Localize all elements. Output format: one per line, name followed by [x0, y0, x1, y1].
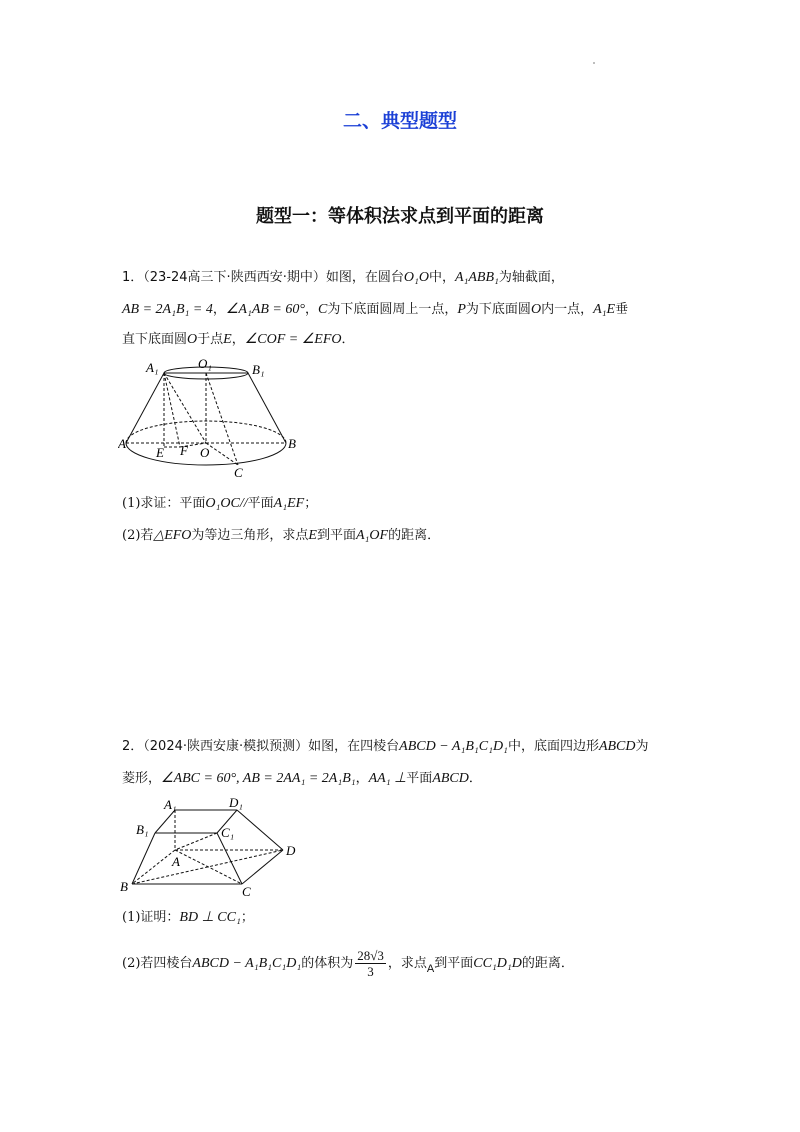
problem-number: 1． [122, 270, 144, 285]
text: ； [304, 496, 318, 511]
text: 为下底面圆 [465, 302, 531, 317]
edge-bb1 [132, 833, 155, 884]
problem-1-line-2 [122, 300, 692, 320]
math: ABCD [598, 739, 636, 754]
label-E: E [156, 445, 164, 460]
text: 中，底面四边形 [507, 739, 599, 754]
scan-dot [593, 62, 595, 64]
text: 到平面 [316, 528, 356, 543]
math: A₁EF [273, 496, 305, 511]
problem-2-question-2 [122, 945, 692, 988]
label-A: A [118, 436, 126, 451]
text: 直下底面圆 [122, 332, 188, 347]
text: ． [341, 332, 355, 347]
label-B1: B₁ [252, 362, 265, 377]
question-type-title: 题型一：等体积法求点到平面的距离 [256, 206, 544, 227]
volume-fraction [355, 948, 386, 979]
text: 中， [428, 270, 455, 285]
label-D1: D₁ [229, 795, 243, 810]
segment-a1f [164, 373, 180, 447]
label-A: A [172, 854, 180, 869]
fraction-denominator: 3 [367, 964, 374, 979]
generatrix-right [248, 373, 286, 443]
math: C [318, 302, 328, 317]
text: 菱形， [122, 771, 162, 786]
label-F: F [180, 443, 188, 458]
label-A1: A₁ [146, 360, 159, 375]
label-O1: O₁ [198, 356, 212, 371]
text: 的体积为 [301, 956, 354, 971]
math: A₁OF [356, 528, 389, 543]
problem-source: （2024·陕西安康·模拟预测） [143, 739, 309, 754]
math: E [308, 528, 317, 543]
math: A₁ABB₁ [454, 270, 499, 285]
label-O: O [200, 445, 210, 460]
text: ， [212, 302, 226, 317]
edge-a1b1 [155, 810, 175, 833]
problem-1-question-2 [122, 526, 692, 546]
text: ， [304, 302, 318, 317]
label-D: D [286, 843, 296, 858]
text: 到平面 [434, 956, 474, 971]
section-title: 二、典型题型 [342, 110, 457, 132]
frustum-pyramid-figure [118, 795, 318, 900]
segment-o1c [206, 373, 238, 465]
edge-cc1 [217, 833, 242, 884]
text: 平面 [406, 771, 433, 786]
point-label: A [426, 963, 435, 975]
label-C: C [234, 465, 243, 480]
math: △EFO [153, 528, 192, 543]
text: ， [355, 771, 369, 786]
text: 如图，在四棱台 [308, 739, 400, 754]
math: AA₁ ⊥ [368, 771, 407, 786]
math: O [530, 302, 542, 317]
text: 为轴截面， [498, 270, 564, 285]
math: CC₁D₁D [473, 956, 522, 971]
math: ABCD − A₁B₁C₁D₁ [399, 739, 508, 754]
text: 于点 [197, 332, 224, 347]
text: 的距离． [388, 528, 441, 543]
math: P [457, 302, 466, 317]
text: 如图，在圆台 [325, 270, 404, 285]
segment-oc [206, 443, 238, 465]
text: 的距离． [521, 956, 574, 971]
math: ∠COF = ∠EFO [244, 332, 342, 347]
problem-2-question-1 [122, 908, 692, 928]
label-A1: A₁ [164, 797, 177, 812]
math: A₁E [593, 302, 616, 317]
math: O [187, 332, 198, 347]
text: (2)若四棱台 [122, 956, 193, 971]
math: ABCD − A₁B₁C₁D₁ [192, 956, 302, 971]
label-C1: C₁ [221, 825, 235, 840]
problem-source: （23-24高三下·陕西西安·期中） [143, 270, 326, 285]
problem-2-line-1 [122, 737, 692, 757]
text: 为等边三角形，求点 [191, 528, 309, 543]
text: 平面 [247, 496, 274, 511]
text: 内一点， [541, 302, 594, 317]
frustum-figure [118, 355, 298, 480]
math: ABCD [432, 771, 469, 786]
text: ； [240, 910, 254, 925]
label-B: B [120, 879, 128, 894]
problem-1-line-1 [122, 268, 692, 288]
math: AB = 2A₁B₁ = 4 [122, 302, 213, 317]
generatrix-left [126, 373, 164, 443]
segment-a1o [164, 373, 206, 443]
text: 垂 [615, 302, 629, 317]
math: O₁OC// [205, 496, 248, 511]
text: (1)求证：平面 [122, 496, 206, 511]
fraction-numerator: 28√3 [357, 948, 384, 963]
text: ，求点 [387, 956, 427, 971]
label-B1: B₁ [136, 822, 149, 837]
edge-dd1 [237, 810, 283, 850]
segment-c1a [175, 833, 217, 850]
math: E [223, 332, 232, 347]
label-C: C [242, 884, 251, 899]
text: (2)若 [122, 528, 154, 543]
math: ∠ABC = 60°, AB = 2AA₁ = 2A₁B₁ [161, 771, 356, 786]
text: 为下底面圆周上一点， [327, 302, 458, 317]
edge-cd [242, 850, 283, 884]
problem-1-question-1 [122, 494, 692, 514]
problem-number: 2． [122, 739, 144, 754]
text: ． [468, 771, 482, 786]
math: BD ⊥ CC₁ [179, 910, 241, 925]
math: O₁O [403, 270, 429, 285]
problem-2-line-2 [122, 769, 692, 789]
label-B: B [288, 436, 296, 451]
text: (1)证明： [122, 910, 180, 925]
problem-1-line-3 [122, 330, 692, 350]
math: ∠A₁AB = 60° [225, 302, 305, 317]
text: 为 [635, 739, 649, 754]
text: ， [231, 332, 245, 347]
diagonal-ac [175, 850, 242, 884]
